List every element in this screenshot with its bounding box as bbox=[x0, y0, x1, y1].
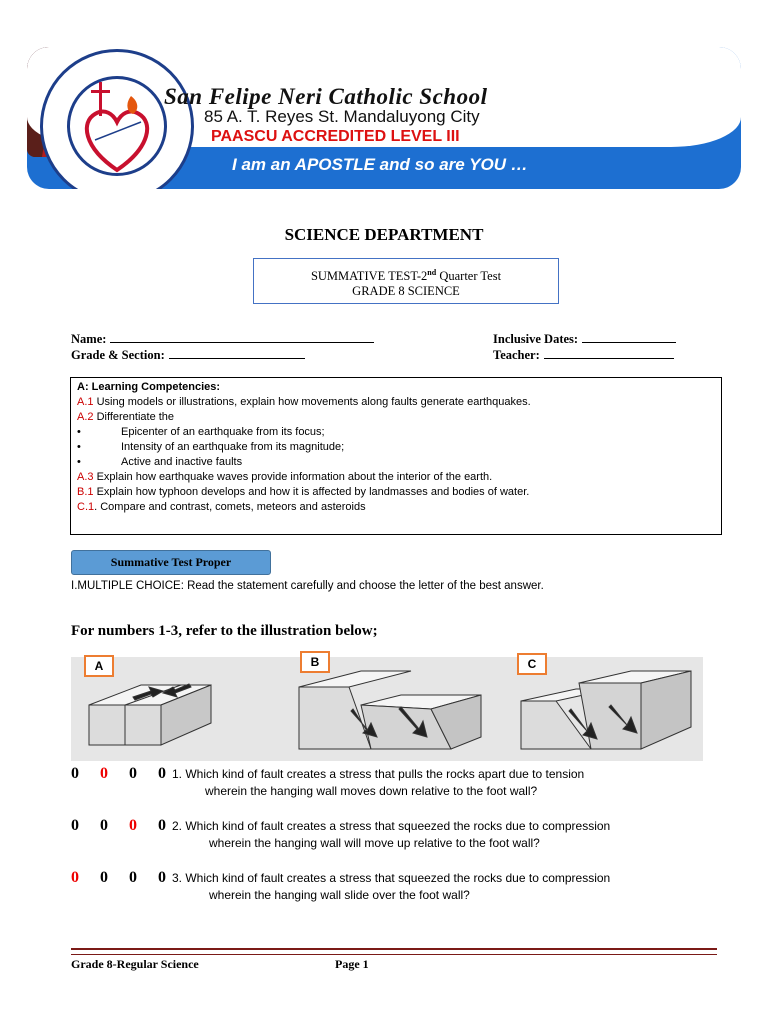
footer-course: Grade 8-Regular Science bbox=[71, 957, 199, 971]
illustration-label-b: B bbox=[300, 651, 330, 673]
question-text-cont: wherein the hanging wall moves down relative to the foot wall? bbox=[205, 784, 538, 798]
answer-bubble[interactable]: 0 bbox=[71, 817, 79, 834]
learning-competencies-box bbox=[70, 377, 722, 535]
question-1 bbox=[71, 765, 584, 798]
teacher-label: Teacher: bbox=[493, 348, 540, 362]
competencies-heading: A: Learning Competencies: bbox=[77, 381, 221, 393]
illustration-reference: For numbers 1-3, refer to the illustration below; bbox=[71, 623, 378, 639]
competency-a3: A.3 Explain how earthquake waves provide information about the interior of the earth. bbox=[77, 471, 493, 483]
competency-a1: A.1 Using models or illustrations, explain how movements along faults generate earthquakes. bbox=[77, 396, 531, 408]
answer-bubble[interactable]: 0 bbox=[100, 869, 108, 886]
competency-bullet: • Intensity of an earthquake from its magnitude; bbox=[77, 441, 345, 453]
question-3 bbox=[71, 869, 610, 902]
name-label: Name: bbox=[71, 332, 107, 346]
grade-section-blank[interactable] bbox=[169, 348, 305, 359]
competency-a2: A.2 Differentiate the bbox=[77, 411, 175, 423]
fault-blocks-image bbox=[71, 657, 703, 761]
answer-bubble[interactable]: 0 bbox=[129, 869, 137, 886]
inclusive-dates-label: Inclusive Dates: bbox=[493, 332, 579, 346]
competency-c1: C.1. Compare and contrast, comets, meteors and asteroids bbox=[77, 501, 366, 513]
name-blank[interactable] bbox=[110, 332, 374, 343]
answer-bubble[interactable]: 0 bbox=[158, 765, 166, 782]
answer-bubble[interactable]: 0 bbox=[158, 817, 166, 834]
grade-section-field[interactable] bbox=[71, 346, 305, 364]
illustration-label-a: A bbox=[84, 655, 114, 677]
summative-test-proper-button[interactable] bbox=[71, 550, 271, 575]
competency-bullet: • Active and inactive faults bbox=[77, 456, 243, 468]
answer-bubble-marked[interactable]: 0 bbox=[100, 765, 108, 782]
inclusive-dates-blank[interactable] bbox=[582, 332, 676, 343]
teacher-blank[interactable] bbox=[544, 348, 674, 359]
footer-page-number: Page 1 bbox=[335, 957, 369, 971]
question-2 bbox=[71, 817, 610, 850]
question-text: 2. Which kind of fault creates a stress that squeezed the rocks due to compression bbox=[172, 819, 611, 833]
grade-section-label: Grade & Section: bbox=[71, 348, 165, 362]
grade-title: GRADE 8 SCIENCE bbox=[352, 284, 460, 299]
test-title: SUMMATIVE TEST-2nd Quarter Test bbox=[310, 268, 502, 284]
question-text-cont: wherein the hanging wall slide over the foot wall? bbox=[209, 888, 470, 902]
answer-bubble[interactable]: 0 bbox=[129, 765, 137, 782]
accreditation: PAASCU ACCREDITED LEVEL III bbox=[211, 128, 460, 145]
fault-illustration bbox=[71, 657, 703, 761]
multiple-choice-instruction: I.MULTIPLE CHOICE: Read the statement carefully and choose the letter of the best answer. bbox=[71, 580, 544, 592]
school-name: San Felipe Neri Catholic School bbox=[164, 84, 488, 109]
summative-test-proper-label: Summative Test Proper bbox=[110, 555, 232, 569]
question-text: 3. Which kind of fault creates a stress that squeezed the rocks due to compression bbox=[172, 871, 611, 885]
department-title: SCIENCE DEPARTMENT bbox=[284, 225, 484, 244]
footer-divider bbox=[71, 948, 717, 955]
question-text-cont: wherein the hanging wall will move up relative to the foot wall? bbox=[209, 836, 540, 850]
illustration-label-c: C bbox=[517, 653, 547, 675]
test-title-box bbox=[253, 258, 559, 304]
competency-bullet: • Epicenter of an earthquake from its focus; bbox=[77, 426, 325, 438]
teacher-field[interactable] bbox=[493, 346, 674, 364]
school-address: 85 A. T. Reyes St. Mandaluyong City bbox=[204, 107, 480, 126]
question-text: 1. Which kind of fault creates a stress that pulls the rocks apart due to tension bbox=[172, 767, 585, 781]
answer-bubble-marked[interactable]: 0 bbox=[71, 869, 79, 886]
answer-bubble[interactable]: 0 bbox=[71, 765, 79, 782]
school-motto: I am an APOSTLE and so are YOU … bbox=[232, 155, 528, 174]
school-seal-logo bbox=[40, 49, 194, 189]
answer-bubble[interactable]: 0 bbox=[158, 869, 166, 886]
competency-b1: B.1 Explain how typhoon develops and how it is affected by landmasses and bodies of water. bbox=[77, 486, 530, 498]
answer-bubble[interactable]: 0 bbox=[100, 817, 108, 834]
seal-emblem-icon bbox=[43, 52, 191, 189]
answer-bubble-marked[interactable]: 0 bbox=[129, 817, 137, 834]
